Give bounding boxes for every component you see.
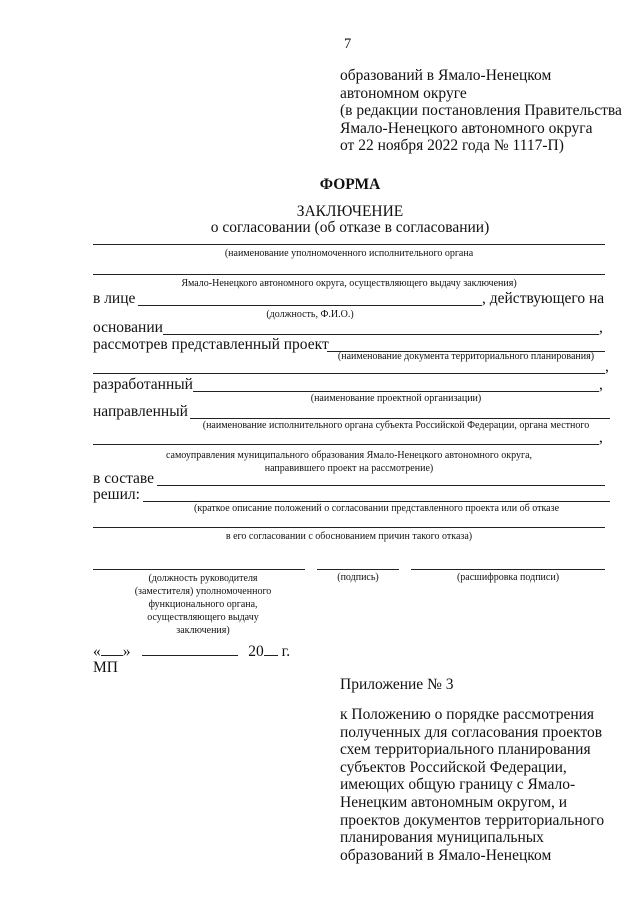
signature-position-caption [93, 572, 313, 637]
header-line: образований в Ямало-Ненецком [340, 67, 552, 84]
sender-comma: , [599, 429, 603, 446]
header-line: автономном округе [340, 84, 467, 102]
basis-line [163, 334, 599, 335]
caption-organ-1: (наименование уполномоченного исполнительного органа [224, 248, 474, 259]
appendix-line: Ненецким автономным округом, и [340, 793, 567, 811]
doc-name-comma: , [605, 358, 609, 375]
basis-comma: , [599, 319, 603, 336]
caption-line: осуществляющего выдачу [147, 612, 259, 623]
appendix-line: к Положению о порядке рассмотрения [340, 706, 595, 723]
caption-decision-1: (краткое описание положений о согласовании представленного проекта или об отказе [193, 503, 560, 514]
in-person-line [138, 305, 482, 306]
header-line: (в редакции постановления Правительства [340, 102, 622, 119]
caption-sender-3: направившего проект на рассмотрение) [264, 463, 434, 474]
signature-sign-line [317, 569, 399, 570]
date-line [93, 643, 290, 661]
appendix-line: планирования муниципальных [340, 829, 544, 847]
appendix-title: Приложение № 3 [340, 676, 454, 693]
caption-line: заключения) [176, 625, 230, 636]
date-day-blank [101, 654, 123, 656]
caption-design-org: (наименование проектной организации) [310, 393, 482, 404]
caption-sender-1: (наименование исполнительного органа субъекта Российской Федерации, органа местного [202, 420, 590, 431]
decided-line [143, 501, 610, 502]
date-year-suffix: г. [281, 643, 291, 660]
doc-title: ЗАКЛЮЧЕНИЕ [296, 203, 404, 220]
signature-position-line [93, 569, 305, 570]
appendix-line: полученных для согласования проектов [340, 723, 603, 741]
stamp-label: МП [93, 659, 118, 676]
signature-decode-caption: (расшифровка подписи) [456, 572, 560, 583]
organ-name-line-1 [93, 244, 605, 245]
caption-decision-2: в его согласовании с обоснованием причин такого отказа) [225, 531, 473, 542]
form-title: ФОРМА [319, 176, 381, 193]
organ-name-line-2 [93, 274, 605, 275]
appendix-line: схем территориального планирования [340, 741, 591, 759]
signature-sign-caption: (подпись) [337, 572, 379, 583]
appendix-line: образований в Ямало-Ненецком [340, 846, 552, 864]
sent-line [190, 418, 610, 419]
reviewed-label: рассмотрев представленный проект [93, 336, 329, 353]
doc-subtitle: о согласовании (об отказе в согласовании) [210, 219, 490, 236]
page-number: 7 [344, 36, 352, 52]
in-person-label: в лице [93, 290, 136, 307]
appendix-block [340, 706, 604, 864]
header-line: Ямало-Ненецкого автономного округа [340, 119, 593, 137]
developed-line [193, 391, 599, 392]
date-close-quote: » [122, 643, 131, 660]
caption-sender-2: самоуправления муниципального образования Ямало-Ненецкого автономного округа, [165, 450, 533, 461]
appendix-line: субъектов Российской Федерации, [340, 758, 567, 776]
composition-label: в составе [93, 470, 155, 487]
header-line: от 22 ноября 2022 года № 1117-П) [340, 137, 564, 154]
developed-comma: , [599, 376, 603, 393]
caption-sender-2-3 [93, 449, 605, 475]
appendix-line: проектов документов территориального [340, 811, 605, 829]
date-year-prefix: 20 [248, 643, 264, 660]
caption-line: (должность руководителя [148, 573, 258, 584]
acting-label: , действующего на [482, 290, 605, 307]
doc-name-line [93, 373, 605, 374]
caption-position: (должность, Ф.И.О.) [266, 309, 354, 320]
signature-decode-line [411, 569, 605, 570]
caption-line: функционального органа, [148, 599, 258, 610]
decision-line-2 [93, 527, 605, 528]
appendix-line: имеющих общую границу с Ямало- [340, 776, 576, 794]
date-open-quote: « [93, 643, 101, 660]
caption-doc-name: (наименование документа территориального планирования) [337, 351, 595, 362]
caption-organ-2: Ямало-Ненецкого автономного округа, осуществляющего выдачу заключения) [181, 278, 517, 289]
composition-line [157, 485, 605, 486]
date-year-blank [264, 654, 278, 656]
basis-label: основании [93, 319, 163, 336]
sent-label: направленный [93, 403, 188, 420]
header-block [340, 67, 622, 155]
date-month-blank [142, 654, 238, 656]
decided-label: решил: [93, 486, 140, 503]
developed-label: разработанный [93, 376, 193, 393]
sender-line-2 [93, 444, 599, 445]
caption-line: (заместителя) уполномоченного [134, 586, 272, 597]
